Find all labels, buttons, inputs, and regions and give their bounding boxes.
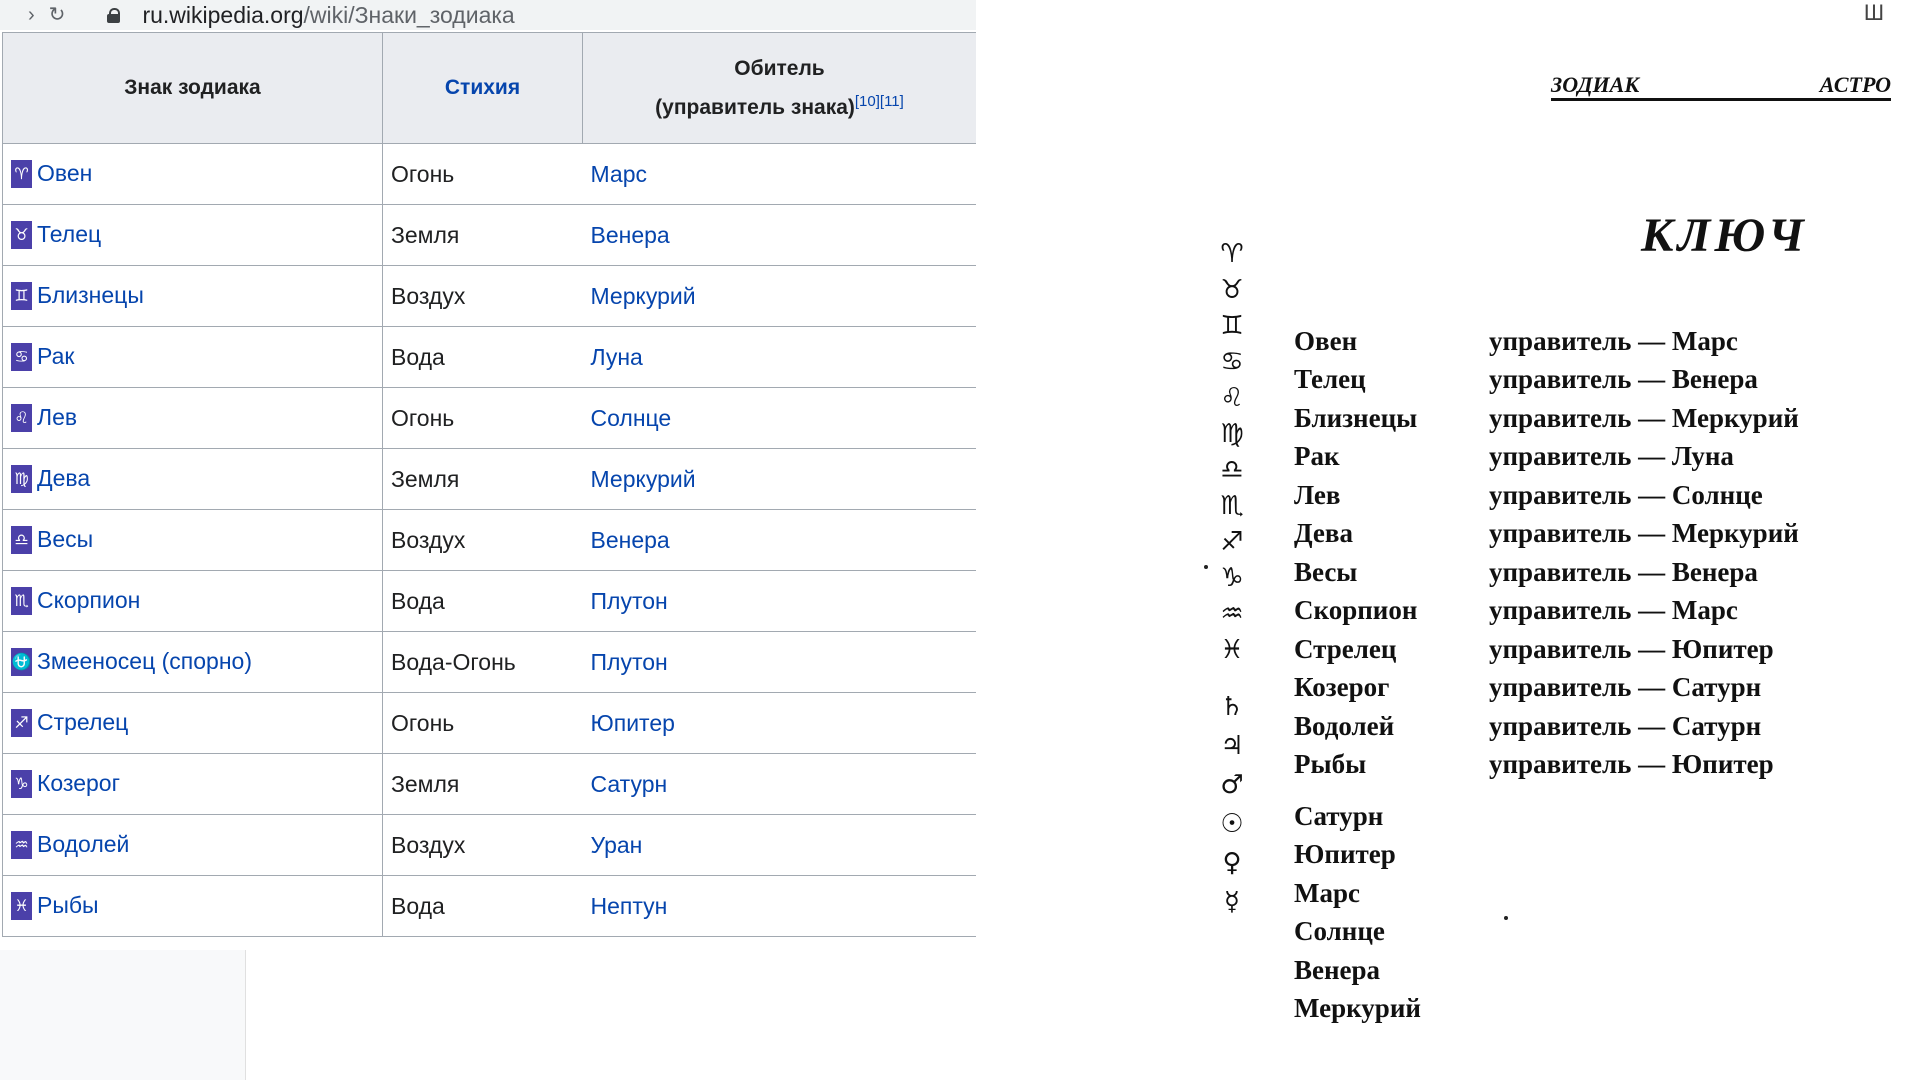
ruler-link[interactable]: Плутон <box>590 587 668 614</box>
zodiac-symbol-icon[interactable]: ♊ <box>11 282 32 310</box>
element-cell: Огонь <box>383 693 583 754</box>
symbol-column <box>1216 236 1248 922</box>
element-cell: Воздух <box>383 510 583 571</box>
element-cell: Огонь <box>383 388 583 449</box>
element-cell: Вода <box>383 876 583 937</box>
ruler-cell <box>583 510 977 571</box>
planet-name: Сатурн <box>1294 800 1384 831</box>
zodiac-glyph: ♉ <box>1220 275 1244 305</box>
sign-link[interactable]: Лев <box>37 403 78 430</box>
sign-link[interactable]: Рак <box>37 342 75 369</box>
sign-cell <box>3 815 383 876</box>
speck <box>1504 916 1508 920</box>
key-ruler: управитель — Солнце <box>1489 479 1763 510</box>
sign-link[interactable]: Змееносец (спорно) <box>37 647 252 674</box>
header-abode-subtitle-text: (управитель знака) <box>655 95 855 119</box>
header-element[interactable]: Стихия <box>383 33 583 144</box>
ruler-link[interactable]: Уран <box>590 831 643 858</box>
corner-icon: Ш <box>1863 0 1884 25</box>
ruler-cell <box>583 144 977 205</box>
ruler-cell <box>583 449 977 510</box>
page-header-right: АСТРО <box>1819 72 1891 97</box>
key-row <box>1294 322 1799 361</box>
url-path: /wiki/Знаки_зодиака <box>303 1 515 28</box>
zodiac-glyph: ♊ <box>1220 311 1244 341</box>
address-bar[interactable] <box>0 0 976 30</box>
planet-list <box>1294 797 1421 1028</box>
lock-icon[interactable] <box>107 8 120 22</box>
key-ruler: управитель — Луна <box>1489 441 1734 472</box>
planet-glyph: ♂ <box>1220 770 1244 800</box>
sign-cell <box>3 693 383 754</box>
table-row <box>3 266 977 327</box>
table-row <box>3 327 977 388</box>
zodiac-glyph: ♌ <box>1220 383 1244 413</box>
page-header <box>1551 72 1891 101</box>
ruler-link[interactable]: Венера <box>590 221 670 248</box>
key-row <box>1294 707 1799 746</box>
sign-cell <box>3 327 383 388</box>
element-cell: Вода-Огонь <box>383 632 583 693</box>
planet-glyph: ♄ <box>1220 692 1244 722</box>
key-row <box>1294 592 1799 631</box>
key-sign: Весы <box>1294 556 1358 587</box>
planet-name: Меркурий <box>1294 993 1421 1024</box>
side-panel <box>0 950 246 1080</box>
zodiac-symbol-icon[interactable]: ♒ <box>11 831 32 859</box>
sign-cell <box>3 449 383 510</box>
planet-name: Венера <box>1294 954 1381 985</box>
zodiac-symbol-icon[interactable]: ♋ <box>11 343 32 371</box>
ruler-cell <box>583 876 977 937</box>
element-cell: Земля <box>383 754 583 815</box>
element-cell: Земля <box>383 205 583 266</box>
key-sign: Рак <box>1294 441 1340 472</box>
ruler-link[interactable]: Луна <box>590 343 643 370</box>
planet-name: Юпитер <box>1294 839 1396 870</box>
ruler-cell <box>583 632 977 693</box>
ruler-cell <box>583 754 977 815</box>
element-cell: Воздух <box>383 266 583 327</box>
sign-cell <box>3 510 383 571</box>
key-sign: Близнецы <box>1294 402 1418 433</box>
key-ruler: управитель — Юпитер <box>1489 749 1774 780</box>
table-row <box>3 632 977 693</box>
element-cell: Вода <box>383 571 583 632</box>
zodiac-glyph: ♋ <box>1220 347 1244 377</box>
zodiac-glyph: ♍ <box>1220 419 1244 449</box>
element-cell: Земля <box>383 449 583 510</box>
planet-glyph: ♃ <box>1220 731 1244 761</box>
sign-cell <box>3 266 383 327</box>
key-ruler: управитель — Венера <box>1489 556 1758 587</box>
zodiac-glyph: ♑ <box>1220 563 1244 593</box>
zodiac-symbol-icon[interactable]: ♈ <box>11 160 32 188</box>
header-abode-subtitle <box>584 93 975 120</box>
sign-cell <box>3 144 383 205</box>
sign-cell <box>3 571 383 632</box>
table-row <box>3 510 977 571</box>
table-row <box>3 205 977 266</box>
key-row <box>1294 669 1799 708</box>
ruler-cell <box>583 266 977 327</box>
key-title: КЛЮЧ <box>1641 209 1808 262</box>
table-row <box>3 876 977 937</box>
sign-cell <box>3 205 383 266</box>
sign-link[interactable]: Водолей <box>37 830 130 857</box>
planet-glyph: ♀ <box>1222 848 1242 878</box>
zodiac-glyph: ♐ <box>1220 527 1244 557</box>
key-row <box>1294 361 1799 400</box>
sign-cell <box>3 388 383 449</box>
header-sign[interactable]: Знак зодиака <box>3 33 383 144</box>
key-sign: Козерог <box>1294 672 1390 703</box>
zodiac-symbol-icon[interactable]: ♓ <box>11 892 32 920</box>
url-text[interactable] <box>142 2 514 29</box>
table-header-row <box>3 33 977 144</box>
key-ruler: управитель — Меркурий <box>1489 518 1799 549</box>
ruler-link[interactable]: Юпитер <box>590 709 675 736</box>
forward-icon[interactable]: › <box>28 4 35 26</box>
key-sign: Рыбы <box>1294 749 1367 780</box>
ruler-link[interactable]: Меркурий <box>590 282 696 309</box>
zodiac-glyph: ♓ <box>1220 635 1244 665</box>
scanned-page <box>976 0 1920 1080</box>
ruler-link[interactable]: Сатурн <box>590 770 668 797</box>
table-row <box>3 144 977 205</box>
sign-link[interactable]: Скорпион <box>37 586 141 613</box>
key-list <box>1294 322 1799 784</box>
ruler-cell <box>583 205 977 266</box>
sign-link[interactable]: Телец <box>37 220 102 247</box>
key-ruler: управитель — Сатурн <box>1489 672 1762 703</box>
key-ruler: управитель — Меркурий <box>1489 402 1799 433</box>
ruler-cell <box>583 693 977 754</box>
key-ruler: управитель — Марс <box>1489 325 1738 356</box>
zodiac-symbol-icon[interactable]: ♌ <box>11 404 32 432</box>
key-sign: Стрелец <box>1294 633 1397 664</box>
key-sign: Дева <box>1294 518 1353 549</box>
planet-name: Марс <box>1294 877 1360 908</box>
sign-link[interactable]: Весы <box>37 525 94 552</box>
zodiac-symbol-icon[interactable]: ♑ <box>11 770 32 798</box>
zodiac-symbol-icon[interactable]: ♎ <box>11 526 32 554</box>
page-header-left: ЗОДИАК <box>1551 72 1640 97</box>
table-row <box>3 571 977 632</box>
key-sign: Овен <box>1294 325 1358 356</box>
sign-link[interactable]: Близнецы <box>37 281 144 308</box>
table-row <box>3 754 977 815</box>
key-row <box>1294 438 1799 477</box>
zodiac-symbol-icon[interactable]: ⛎ <box>11 648 32 676</box>
url-domain: ru.wikipedia.org <box>142 1 304 28</box>
table-row <box>3 815 977 876</box>
reference-link[interactable]: [10][11] <box>854 92 904 110</box>
zodiac-glyph: ♒ <box>1220 599 1244 629</box>
key-ruler: управитель — Юпитер <box>1489 633 1774 664</box>
reload-icon[interactable]: ↻ <box>48 4 66 26</box>
key-ruler: управитель — Венера <box>1489 364 1758 395</box>
element-cell: Вода <box>383 327 583 388</box>
speck <box>1204 565 1208 569</box>
key-row <box>1294 515 1799 554</box>
sign-link[interactable]: Овен <box>37 159 93 186</box>
header-abode-title: Обитель <box>734 56 825 80</box>
ruler-link[interactable]: Солнце <box>590 404 672 431</box>
zodiac-symbol-icon[interactable]: ♐ <box>11 709 32 737</box>
key-sign: Водолей <box>1294 710 1395 741</box>
sign-cell <box>3 632 383 693</box>
ruler-link[interactable]: Венера <box>590 526 670 553</box>
sign-link[interactable]: Рыбы <box>37 891 99 918</box>
sign-link[interactable]: Козерог <box>37 769 120 796</box>
key-row <box>1294 476 1799 515</box>
key-row <box>1294 553 1799 592</box>
zodiac-symbol-icon[interactable]: ♍ <box>11 465 32 493</box>
ruler-cell <box>583 571 977 632</box>
zodiac-glyph: ♎ <box>1220 455 1244 485</box>
ruler-cell <box>583 815 977 876</box>
sign-link[interactable]: Дева <box>37 464 91 491</box>
planet-name: Солнце <box>1294 916 1385 947</box>
planet-glyph: ☉ <box>1220 809 1244 839</box>
ruler-link[interactable]: Нептун <box>590 892 668 919</box>
key-sign: Телец <box>1294 364 1366 395</box>
ruler-cell <box>583 327 977 388</box>
element-cell: Воздух <box>383 815 583 876</box>
table-body <box>3 144 977 937</box>
key-ruler: управитель — Марс <box>1489 595 1738 626</box>
key-row <box>1294 746 1799 785</box>
key-sign: Скорпион <box>1294 595 1418 626</box>
key-row <box>1294 399 1799 438</box>
sign-cell <box>3 754 383 815</box>
key-sign: Лев <box>1294 479 1341 510</box>
element-cell: Огонь <box>383 144 583 205</box>
table-row <box>3 693 977 754</box>
sign-link[interactable]: Стрелец <box>37 708 129 735</box>
table-row <box>3 449 977 510</box>
ruler-link[interactable]: Меркурий <box>590 465 696 492</box>
ruler-link[interactable]: Плутон <box>590 648 668 675</box>
table-row <box>3 388 977 449</box>
ruler-link[interactable]: Марс <box>590 160 648 187</box>
zodiac-symbol-icon[interactable]: ♏ <box>11 587 32 615</box>
ruler-cell <box>583 388 977 449</box>
header-abode[interactable] <box>583 33 977 144</box>
zodiac-table <box>2 32 977 937</box>
zodiac-glyph: ♏ <box>1220 491 1244 521</box>
zodiac-glyph: ♈ <box>1220 239 1244 269</box>
key-row <box>1294 630 1799 669</box>
sign-cell <box>3 876 383 937</box>
planet-glyph: ☿ <box>1224 887 1240 917</box>
zodiac-symbol-icon[interactable]: ♉ <box>11 221 32 249</box>
key-ruler: управитель — Сатурн <box>1489 710 1762 741</box>
